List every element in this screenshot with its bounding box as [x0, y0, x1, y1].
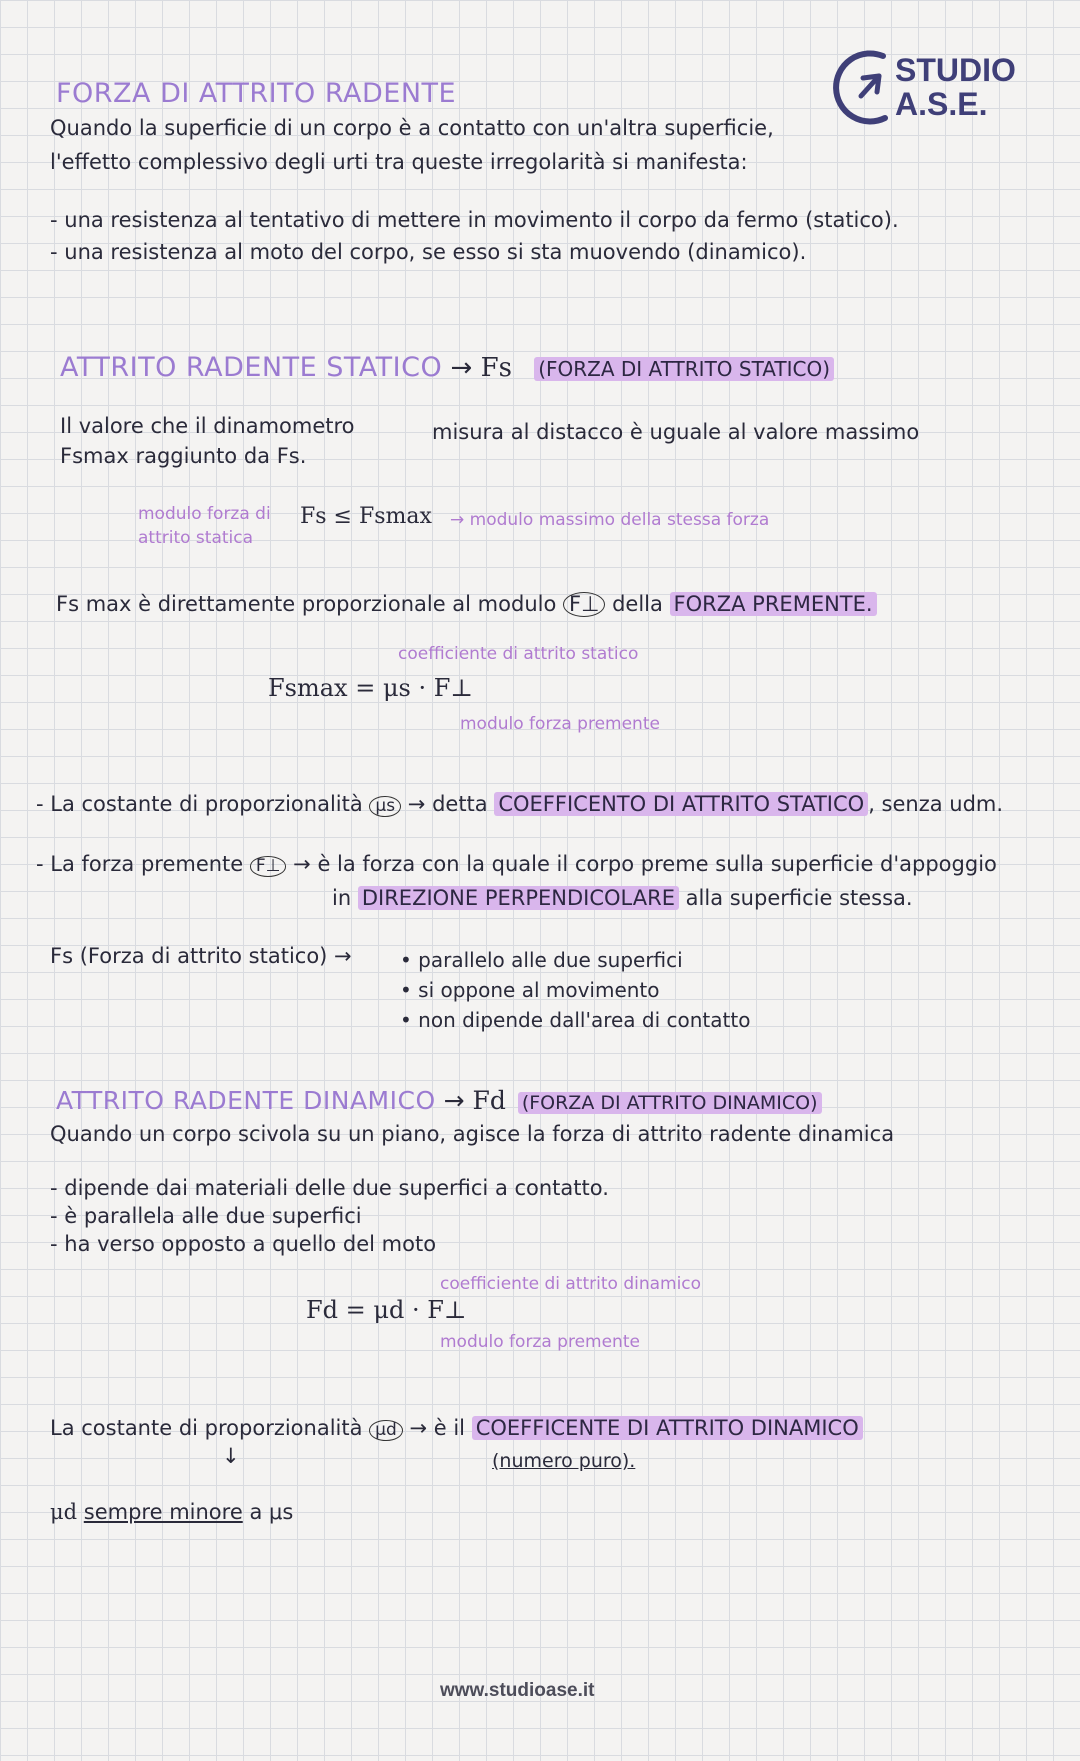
static-props-label: Fs (Forza di attrito statico) →	[50, 944, 352, 968]
dynamic-bullet-2: - è parallela alle due superfici	[50, 1204, 362, 1228]
prop-highlight: FORZA PREMENTE.	[670, 592, 877, 616]
dynamic-formula-note: modulo forza premente	[440, 1332, 640, 1352]
dynamic-title: ATTRITO RADENTE DINAMICO	[56, 1086, 436, 1115]
static-prop-2: • si oppone al movimento	[400, 978, 660, 1002]
dynamic-bullet-1: - dipende dai materiali delle due superfici a contatto.	[50, 1176, 609, 1200]
logo-arrow-icon	[833, 46, 903, 126]
dynamic-formula: Fd = μd · F⊥	[306, 1296, 467, 1324]
dynamic-coef-note: coefficiente di attrito dinamico	[440, 1274, 702, 1294]
prop-circle: F⊥	[563, 592, 605, 617]
ineq-left-note2: attrito statica	[138, 528, 254, 548]
static-formula-note: modulo forza premente	[460, 714, 660, 734]
dynamic-const-circle: μd	[369, 1420, 403, 1441]
prop-line-b: della	[612, 592, 663, 616]
const-line-c: , senza udm.	[868, 792, 1004, 816]
dynamic-symbol: Fd	[472, 1086, 506, 1115]
ineq-right-note: → modulo massimo della stessa forza	[450, 510, 770, 530]
prem-line-a: - La forza premente	[36, 852, 244, 876]
prem-line2	[332, 886, 913, 910]
static-formula: Fsmax = μs · F⊥	[268, 674, 473, 702]
prop-line-a: Fs max è direttamente proporzionale al modulo	[56, 592, 557, 616]
dynamic-bullet-3: - ha verso opposto a quello del moto	[50, 1232, 437, 1256]
dynamic-down-arrow: ↓	[222, 1444, 240, 1468]
prem-line	[36, 852, 997, 877]
dynamic-const-line	[50, 1416, 863, 1441]
prem-line-d: alla superficie stessa.	[685, 886, 913, 910]
dynamic-const-highlight: COEFFICENTE DI ATTRITO DINAMICO	[472, 1416, 863, 1440]
dynamic-const-a: La costante di proporzionalità	[50, 1416, 363, 1440]
dynamic-line1: Quando un corpo scivola su un piano, agisce la forza di attrito radente dinamica	[50, 1122, 895, 1146]
prem-line-c: in	[332, 886, 352, 910]
dynamic-highlight: (FORZA DI ATTRITO DINAMICO)	[518, 1092, 822, 1114]
prop-line	[56, 592, 877, 617]
prem-circle: F⊥	[250, 856, 287, 877]
static-heading	[60, 352, 834, 383]
dynamic-const-c: (numero puro).	[492, 1450, 636, 1472]
prem-line-b: → è la forza con la quale il corpo preme sulla superficie d'appoggio	[293, 852, 997, 876]
intro-line1: Quando la superficie di un corpo è a contatto con un'altra superficie,	[50, 116, 774, 140]
dynamic-arrow: →	[443, 1086, 465, 1115]
static-prop-1: • parallelo alle due superfici	[400, 948, 683, 972]
const-line	[36, 792, 1003, 817]
dynamic-final-b: sempre minore	[83, 1500, 243, 1524]
static-coef-note: coefficiente di attrito statico	[398, 644, 639, 664]
dynamic-final-a: μd	[50, 1500, 78, 1524]
logo	[833, 46, 1016, 136]
static-title: ATTRITO RADENTE STATICO	[60, 352, 443, 383]
static-prop-3: • non dipende dall'area di contatto	[400, 1008, 751, 1032]
dynamic-const-b: → è il	[409, 1416, 466, 1440]
ineq-left-note: modulo forza di	[138, 504, 271, 524]
ineq-formula: Fs ≤ Fsmax	[300, 504, 432, 529]
const-line-a: - La costante di proporzionalità	[36, 792, 363, 816]
const-circle: μs	[369, 796, 401, 817]
static-dyn-a: Il valore che il dinamometro	[60, 414, 355, 438]
intro-bullet2: - una resistenza al moto del corpo, se esso si sta muovendo (dinamico).	[50, 240, 807, 264]
logo-line1: STUDIO	[895, 52, 1016, 88]
logo-line2: A.S.E.	[895, 85, 988, 122]
static-dyn-b: misura al distacco è uguale al valore massimo	[432, 420, 920, 444]
static-dyn-c: Fsmax raggiunto da Fs.	[60, 444, 307, 468]
dynamic-final-c: a μs	[249, 1500, 294, 1524]
const-line-b: → detta	[407, 792, 488, 816]
prem-highlight: DIREZIONE PERPENDICOLARE	[358, 886, 679, 910]
static-symbol: Fs	[480, 353, 512, 383]
static-arrow: →	[450, 353, 473, 383]
intro-bullet1: - una resistenza al tentativo di mettere in movimento il corpo da fermo (statico).	[50, 208, 899, 232]
intro-title: FORZA DI ATTRITO RADENTE	[56, 78, 457, 109]
intro-line2: l'effetto complessivo degli urti tra queste irregolarità si manifesta:	[50, 150, 748, 174]
dynamic-final	[50, 1500, 293, 1524]
static-highlight: (FORZA DI ATTRITO STATICO)	[534, 357, 834, 381]
const-highlight: COEFFICENTO DI ATTRITO STATICO	[494, 792, 868, 816]
dynamic-heading	[56, 1086, 822, 1115]
footer-url[interactable]: www.studioase.it	[440, 1680, 595, 1701]
